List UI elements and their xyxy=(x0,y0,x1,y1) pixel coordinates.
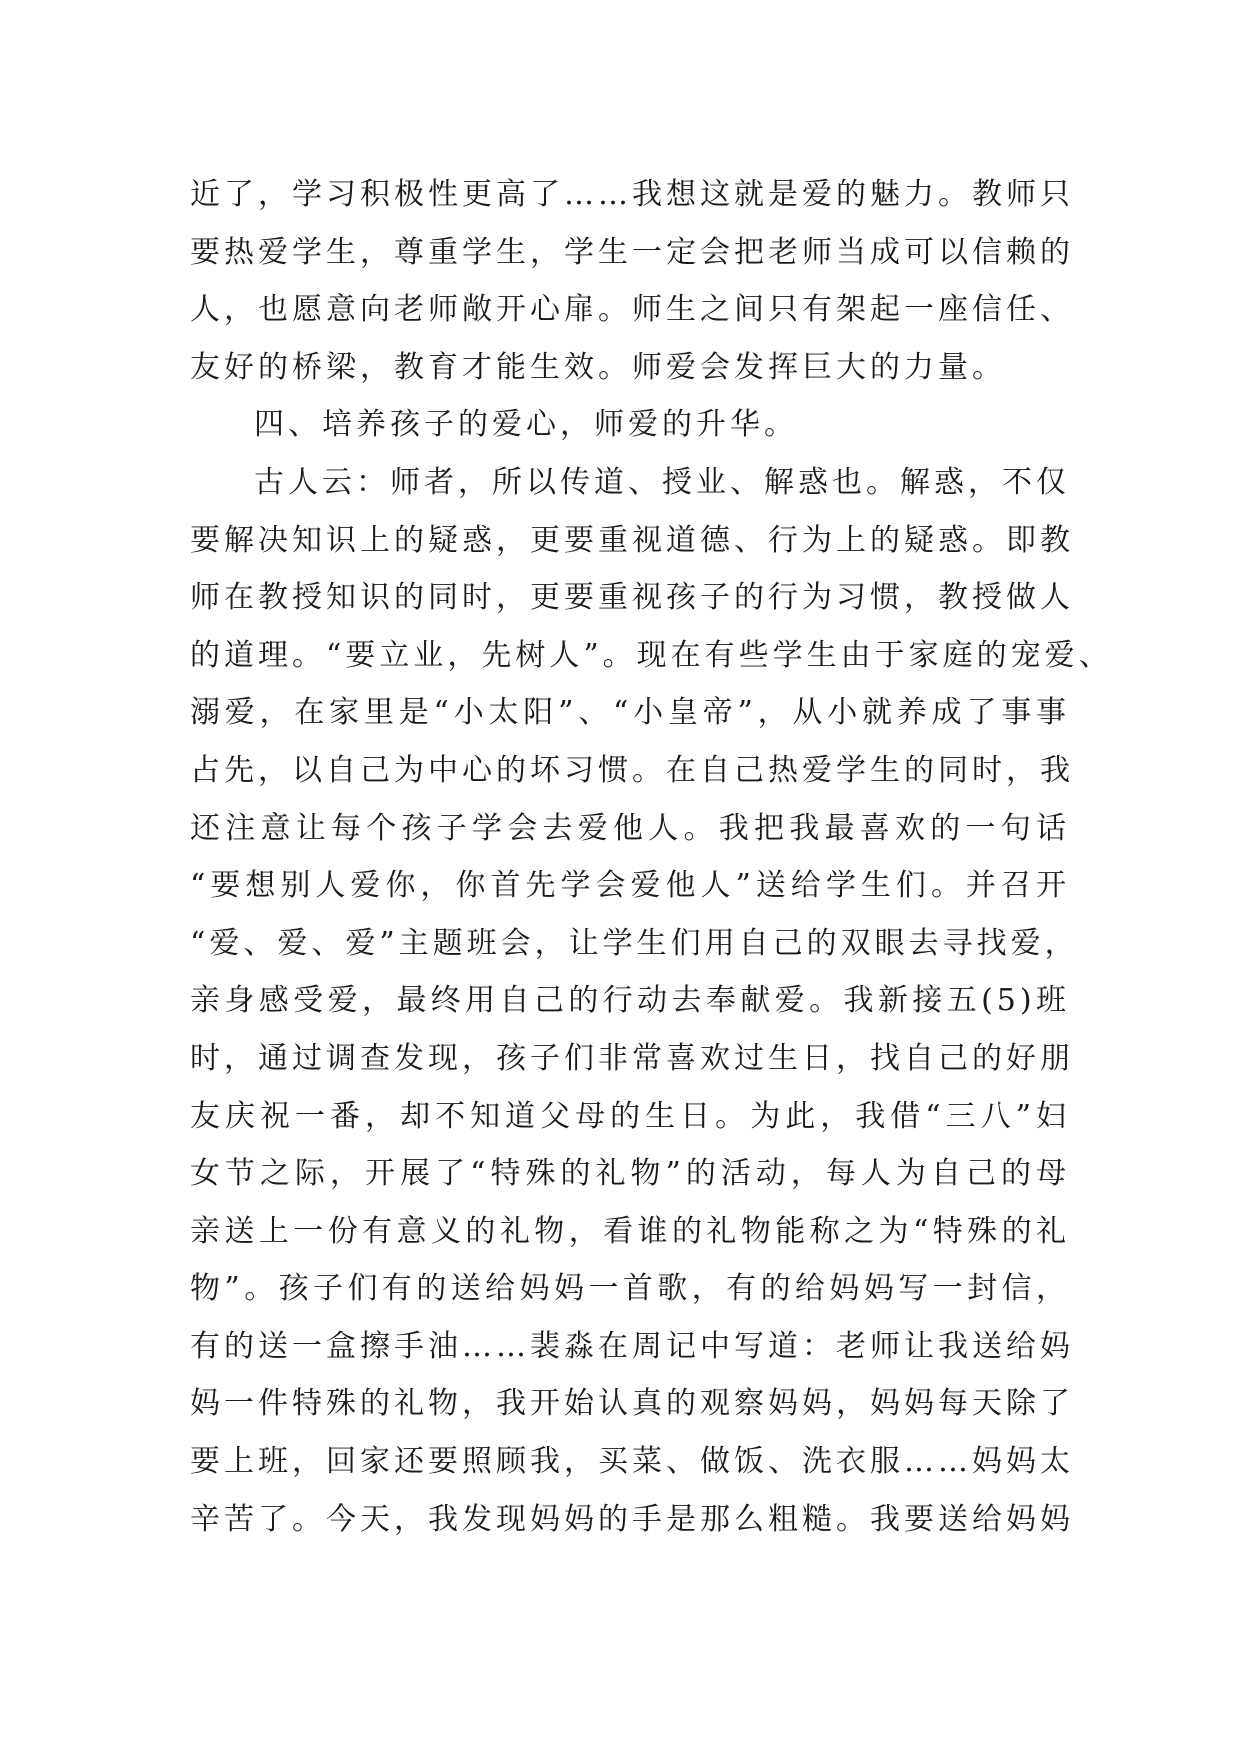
text-line: 有的送一盒擦手油……裴淼在周记中写道：老师让我送给妈 xyxy=(190,1328,1074,1364)
document-body xyxy=(190,166,1113,1548)
text-line: 人，也愿意向老师敞开心扉。师生之间只有架起一座信任、 xyxy=(190,292,1074,328)
text-line: 占先，以自己为中心的坏习惯。在自己热爱学生的同时，我 xyxy=(190,752,1074,788)
text-line: 亲身感受爱，最终用自己的行动去奉献爱。我新接五(5)班 xyxy=(190,983,1070,1019)
text-line: 时，通过调查发现，孩子们非常喜欢过生日，找自己的好朋 xyxy=(190,1040,1074,1076)
text-line: 物”。孩子们有的送给妈妈一首歌，有的给妈妈写一封信， xyxy=(190,1271,1070,1307)
text-line: 妈一件特殊的礼物，我开始认真的观察妈妈，妈妈每天除了 xyxy=(190,1386,1074,1422)
text-line: 溺爱，在家里是“小太阳”、“小皇帝”，从小就养成了事事 xyxy=(190,695,1070,731)
text-line: “爱、爱、爱”主题班会，让学生们用自己的双眼去寻找爱， xyxy=(190,925,1079,961)
text-line: 要热爱学生，尊重学生，学生一定会把老师当成可以信赖的 xyxy=(190,234,1074,270)
text-line: 亲送上一份有意义的礼物，看谁的礼物能称之为“特殊的礼 xyxy=(190,1213,1070,1249)
text-line: 女节之际，开展了“特殊的礼物”的活动，每人为自己的母 xyxy=(190,1156,1070,1192)
text-line: 友好的桥梁，教育才能生效。师爱会发挥巨大的力量。 xyxy=(190,349,1006,385)
text-line: 友庆祝一番，却不知道父母的生日。为此，我借“三八”妇 xyxy=(190,1098,1070,1134)
text-line: 的道理。“要立业，先树人”。现在有些学生由于家庭的宠爱、 xyxy=(190,637,1113,673)
text-line: 师在教授知识的同时，更要重视孩子的行为习惯，教授做人 xyxy=(190,580,1074,616)
text-line: “要想别人爱你，你首先学会爱他人”送给学生们。并召开 xyxy=(190,868,1070,904)
text-line: 要解决知识上的疑惑，更要重视道德、行为上的疑惑。即教 xyxy=(190,522,1074,558)
text-line: 要上班，回家还要照顾我，买菜、做饭、洗衣服……妈妈太 xyxy=(190,1444,1074,1480)
text-line: 还注意让每个孩子学会去爱他人。我把我最喜欢的一句话 xyxy=(190,810,1070,846)
paragraph-first-line: 古人云：师者，所以传道、授业、解惑也。解惑，不仅 xyxy=(254,464,1070,500)
text-line: 辛苦了。今天，我发现妈妈的手是那么粗糙。我要送给妈妈 xyxy=(190,1501,1074,1537)
text-line: 近了，学习积极性更高了……我想这就是爱的魅力。教师只 xyxy=(190,177,1074,212)
section-heading: 四、培养孩子的爱心，师爱的升华。 xyxy=(254,407,798,443)
